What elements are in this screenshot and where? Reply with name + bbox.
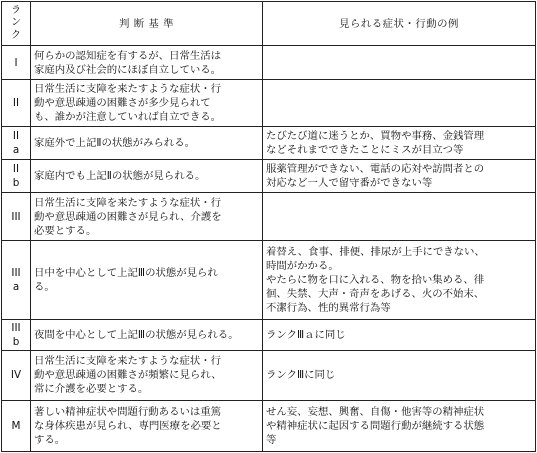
example-cell <box>263 80 536 127</box>
rank-cell: III a <box>2 241 31 319</box>
example-cell: ランクⅢａに同じ <box>263 319 536 350</box>
rank-cell: III <box>2 193 31 241</box>
table-row <box>2 319 536 350</box>
example-cell: せん妄、妄想、興奮、自傷・他害等の精神症状 や精神症状に起因する問題行動が継続する状態 等 <box>263 400 536 451</box>
table-row <box>2 400 536 451</box>
table-row <box>2 127 536 160</box>
criteria-cell: 日常生活に支障を来たすような症状・行 動や意思疎通の困難さが多少見られて も、誰かが注意していれば自立できる。 <box>31 80 263 127</box>
table-row <box>2 160 536 193</box>
rank-cell: II b <box>2 160 31 193</box>
criteria-cell: 家庭内でも上記Ⅱの状態が見られる。 <box>31 160 263 193</box>
table-row <box>2 80 536 127</box>
criteria-cell: 家庭外で上記Ⅱの状態がみられる。 <box>31 127 263 160</box>
table-row <box>2 193 536 241</box>
rank-cell: I <box>2 46 31 80</box>
criteria-cell: 夜間を中心として上記Ⅲの状態が見られる。 <box>31 319 263 350</box>
criteria-cell: 何らかの認知症を有するが、日常生活は 家庭内及び社会的にほぼ自立している。 <box>31 46 263 80</box>
example-cell: ランクⅢに同じ <box>263 350 536 400</box>
criteria-cell: 日中を中心として上記Ⅲの状態が見られ る。 <box>31 241 263 319</box>
example-cell <box>263 193 536 241</box>
example-cell: たびたび道に迷うとか、買物や事務、金銭管理 などそれまでできたことにミスが目立つ等 <box>263 127 536 160</box>
table-row <box>2 46 536 80</box>
table-row <box>2 241 536 319</box>
table-row <box>2 350 536 400</box>
rank-cell: IV <box>2 350 31 400</box>
criteria-column-header: 判 断 基 準 <box>31 2 263 46</box>
criteria-cell: 著しい精神症状や問題行動あるいは重篤 な身体疾患が見られ、専門医療を必要と する。 <box>31 400 263 451</box>
example-cell: 着替え、食事、排便、排尿が上手にできない、 時間がかかる。 やたらに物を口に入れる、物を拾い集める、徘 徊、失禁、大声・奇声をあげる、火の不始末、 不潔行為、性的異常行為等 <box>263 241 536 319</box>
criteria-cell: 日常生活に支障を来たすような症状・行 動や意思疎通の困難さが見られ、介護を 必要とする。 <box>31 193 263 241</box>
rank-cell: II <box>2 80 31 127</box>
example-cell <box>263 46 536 80</box>
rank-cell: III b <box>2 319 31 350</box>
criteria-cell: 日常生活に支障を来たすような症状・行 動や意思疎通の困難さが頻繁に見られ、 常に介護を必要とする。 <box>31 350 263 400</box>
rank-cell: M <box>2 400 31 451</box>
rank-column-header: ラ ン ク <box>2 2 31 46</box>
examples-column-header: 見られる症状・行動の例 <box>263 2 536 46</box>
table-header-row <box>2 2 536 46</box>
example-cell: 服薬管理ができない、電話の応対や訪問者との 対応など一人で留守番ができない等 <box>263 160 536 193</box>
rank-cell: II a <box>2 127 31 160</box>
dementia-rank-table <box>1 1 536 452</box>
